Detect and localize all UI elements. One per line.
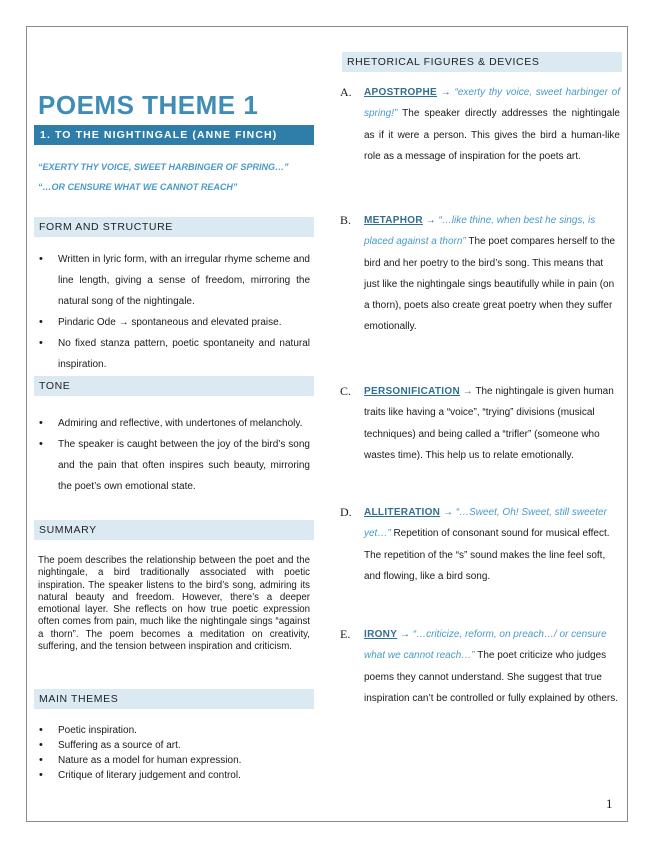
page-title: POEMS THEME 1 bbox=[38, 90, 259, 120]
list-item: • Pindaric Ode → spontaneous and elevated praise. bbox=[34, 312, 310, 333]
device-quote: “…criticize, reform, on preach…/ or censure what we cannot reach…” bbox=[364, 629, 607, 662]
list-item: • No fixed stanza pattern, poetic spontaneity and natural inspiration. bbox=[34, 333, 310, 375]
list-item: • Admiring and reflective, with undertones of melancholy. bbox=[34, 413, 310, 434]
device-letter: D. bbox=[340, 505, 352, 519]
device-name: ALLITERATION bbox=[364, 507, 441, 518]
tone-heading: TONE bbox=[34, 376, 314, 396]
list-item: • Poetic inspiration. bbox=[34, 723, 310, 738]
list-item: • Critique of literary judgement and control. bbox=[34, 768, 310, 783]
arrow-icon: → bbox=[422, 215, 439, 226]
device-name: APOSTROPHE bbox=[364, 87, 438, 98]
device-text: The speaker directly addresses the nightingale as if it were a person. This gives the bird a human-like role as a message of inspiration for the poets art. bbox=[364, 108, 620, 162]
quote-line-1: “EXERTY THY VOICE, SWEET HARBINGER OF SPRING…” bbox=[38, 162, 289, 172]
main-themes-list bbox=[34, 723, 310, 783]
arrow-icon: → bbox=[397, 629, 413, 640]
device-alliteration bbox=[340, 502, 620, 587]
arrow-icon: → bbox=[437, 87, 455, 98]
device-quote: “…Sweet, Oh! Sweet, still sweeter yet…” bbox=[364, 507, 607, 540]
rhetorical-heading: RHETORICAL FIGURES & DEVICES bbox=[342, 52, 622, 72]
device-apostrophe bbox=[340, 82, 620, 167]
device-name: IRONY bbox=[364, 629, 398, 640]
arrow-icon: → bbox=[459, 386, 476, 397]
device-irony bbox=[340, 624, 620, 709]
poem-heading: 1. TO THE NIGHTINGALE (ANNE FINCH) bbox=[34, 125, 314, 145]
form-structure-heading: FORM AND STRUCTURE bbox=[34, 217, 314, 237]
device-name: METAPHOR bbox=[364, 215, 423, 226]
device-text: The poet criticize who judges poems they cannot understand. She suggest that true inspiration can’t be controlled or fully explained by others. bbox=[364, 650, 619, 704]
device-metaphor bbox=[340, 210, 620, 338]
list-item: • Suffering as a source of art. bbox=[34, 738, 310, 753]
device-letter: B. bbox=[340, 213, 352, 227]
device-letter: A. bbox=[340, 85, 352, 99]
device-letter: E. bbox=[340, 627, 351, 641]
list-item: • Written in lyric form, with an irregular rhyme scheme and line length, giving a sense of freedom, mirroring the natural song of the nightingale. bbox=[34, 249, 310, 312]
device-text: The poet compares herself to the bird and her poetry to the bird’s song. This means that just like the nightingale sings beautifully while in pain (on a thorn), poets also create great poetry when they suffer emotionally. bbox=[364, 236, 616, 333]
device-personification bbox=[340, 381, 620, 466]
device-text: The nightingale is given human traits like having a “voice”, “trying” divisions (musical techniques) and being called a “trifler” (someone who wastes time). This help us to relate emotionally. bbox=[364, 386, 614, 461]
device-quote: “…like thine, when best he sings, is placed against a thorn” bbox=[364, 215, 596, 248]
arrow-icon: → bbox=[440, 507, 456, 518]
main-themes-heading: MAIN THEMES bbox=[34, 689, 314, 709]
summary-text: The poem describes the relationship between the poet and the nightingale, a bird traditionally associated with poetic inspiration. The speaker listens to the bird’s song, admiring its natural beauty and freedom. However, there’s a deeper emotional layer. She reflects on how true poetic expression often comes from pain, much like the nightingale sings “against a thorn”. The poem becomes a meditation on creativity, suffering, and the tension between inspiration and criticism. bbox=[38, 555, 310, 653]
summary-heading: SUMMARY bbox=[34, 520, 314, 540]
page-number: 1 bbox=[606, 796, 613, 811]
list-item: • Nature as a model for human expression. bbox=[34, 753, 310, 768]
tone-list bbox=[34, 413, 310, 497]
form-structure-list bbox=[34, 249, 310, 375]
quote-line-2: “…OR CENSURE WHAT WE CANNOT REACH” bbox=[38, 182, 238, 192]
device-quote: “exerty thy voice, sweet harbinger of spring!” bbox=[364, 87, 620, 120]
device-letter: C. bbox=[340, 384, 352, 398]
device-text: Repetition of consonant sound for musical effect. The repetition of the “s” sound makes the line feel soft, and flowing, like a bird song. bbox=[364, 528, 610, 582]
device-name: PERSONIFICATION bbox=[364, 386, 460, 397]
list-item: • The speaker is caught between the joy of the bird’s song and the pain that often inspires such beauty, mirroring the poet’s own emotional state. bbox=[34, 434, 310, 497]
